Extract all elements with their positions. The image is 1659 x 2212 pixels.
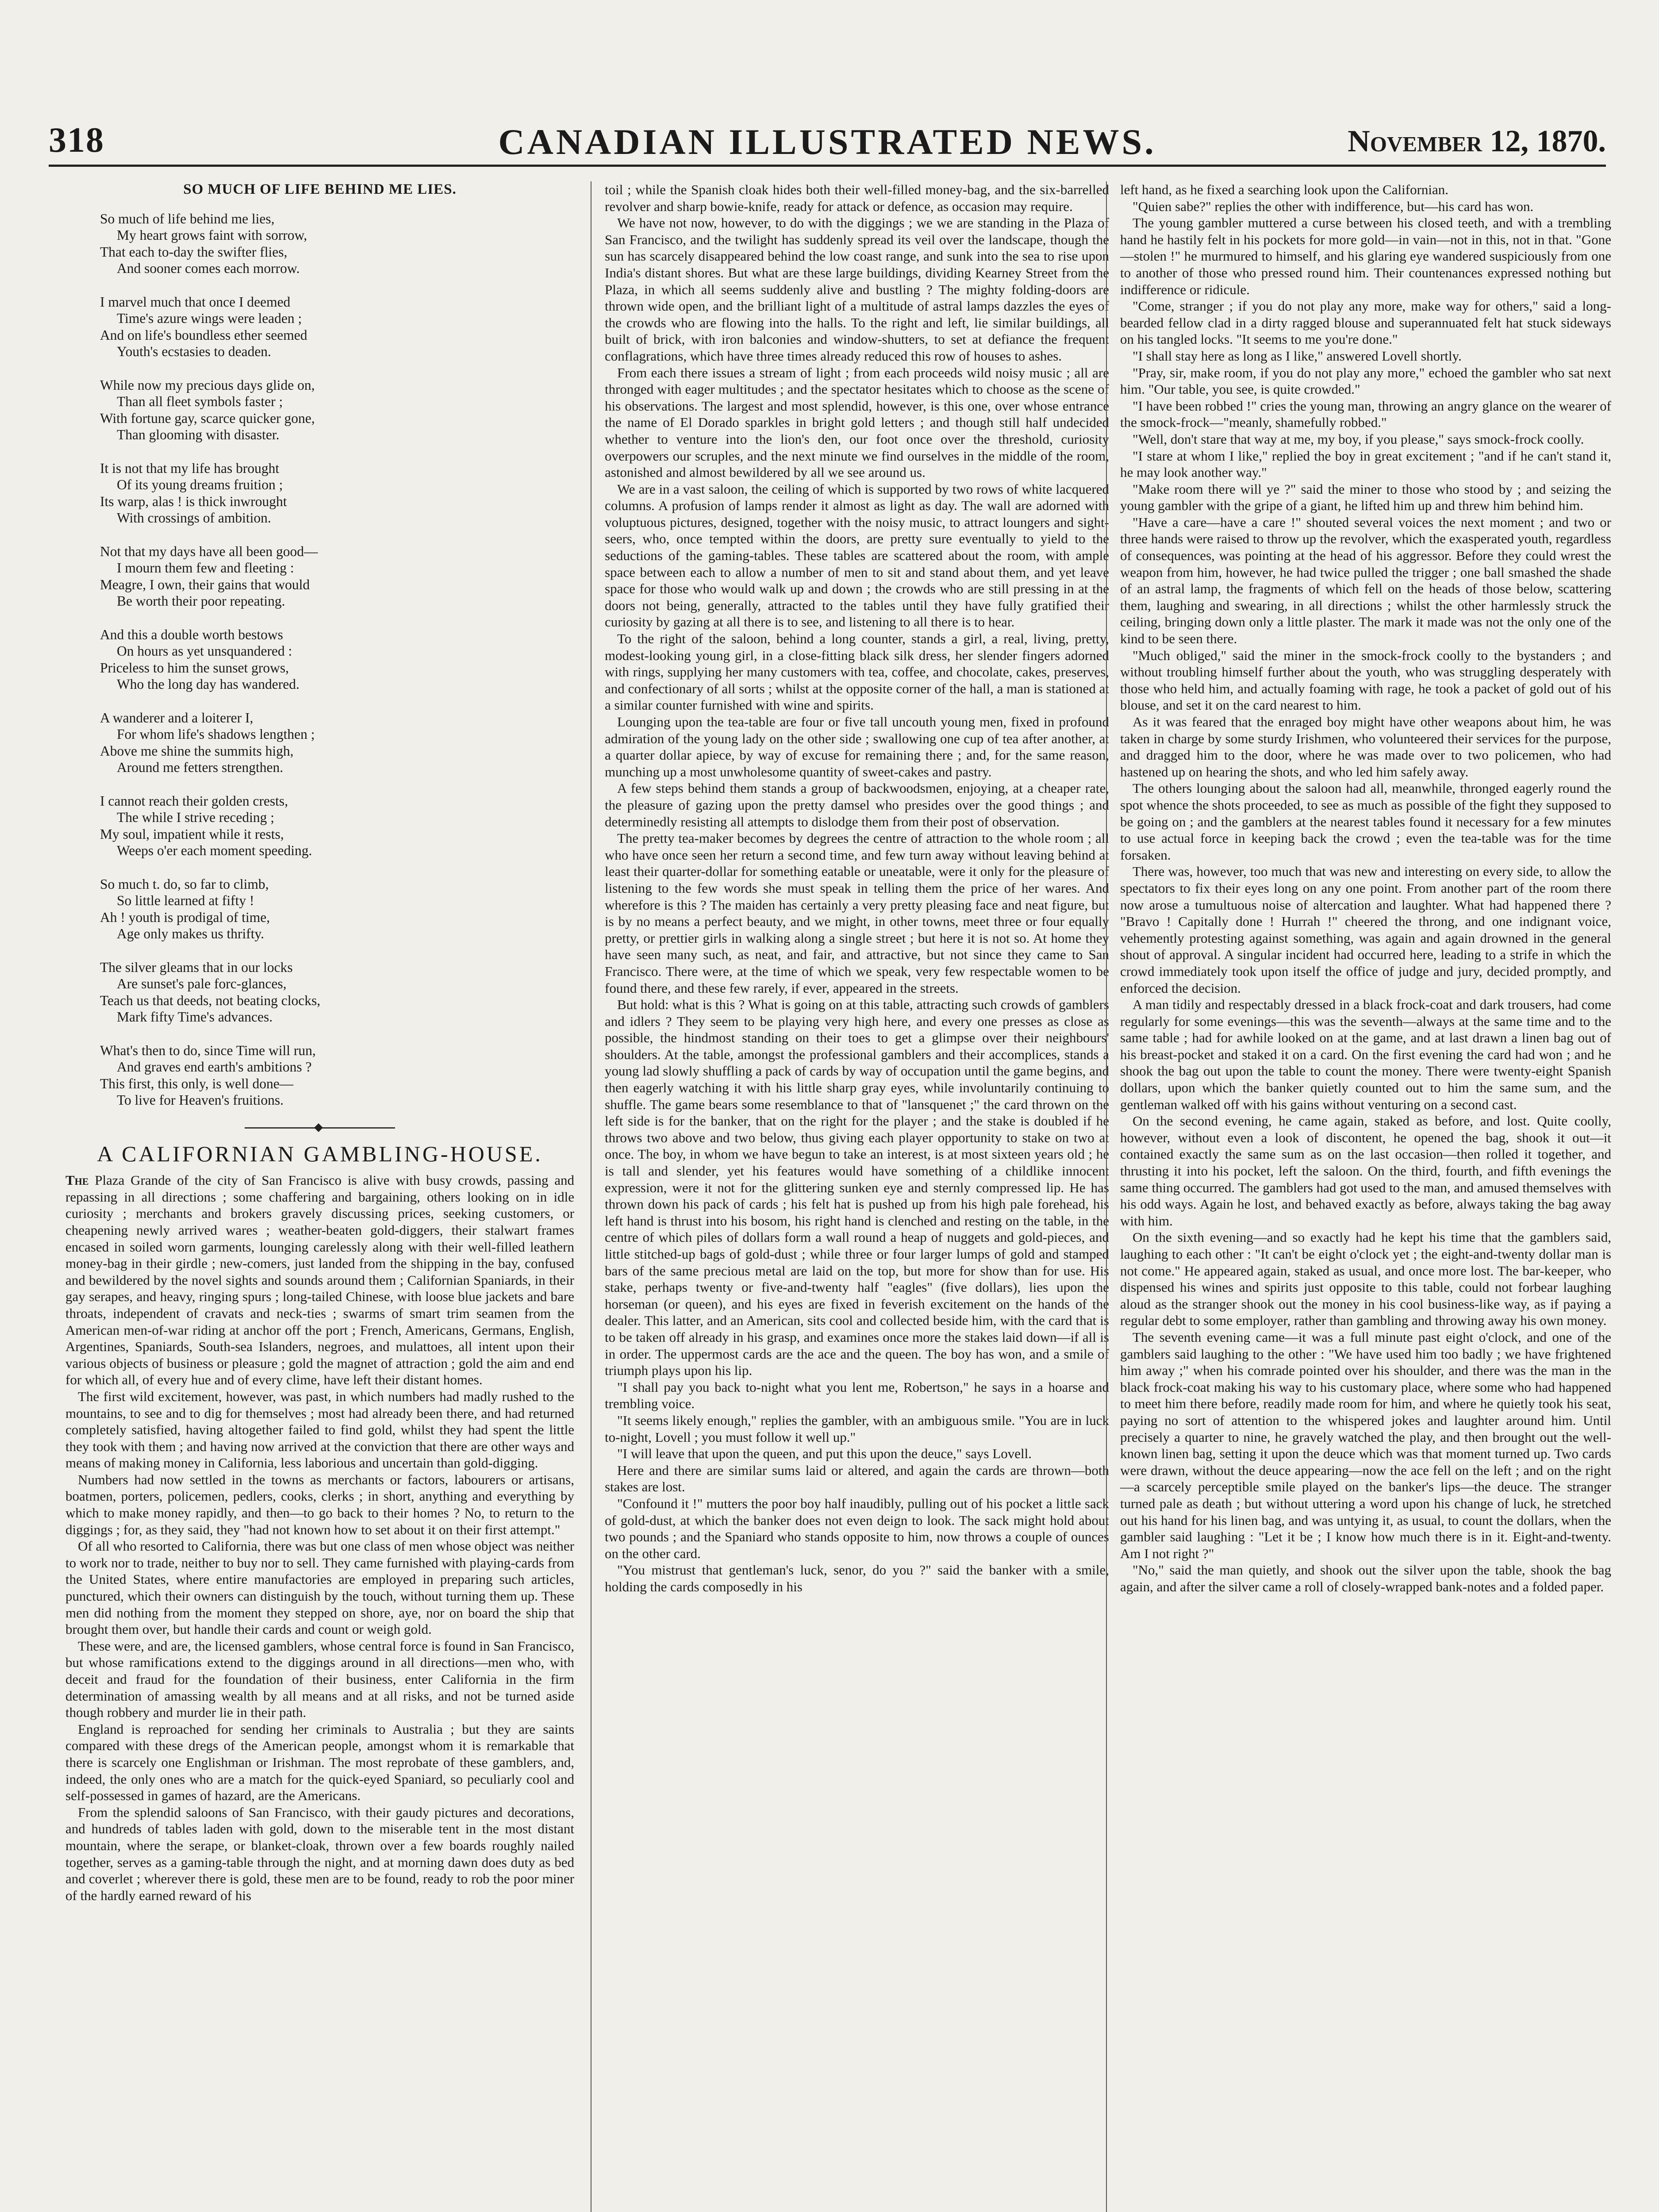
poem-line: While now my precious days glide on, — [100, 377, 315, 393]
article-paragraph: "Make room there will ye ?" said the miner to those who stood by ; and seizing the young gambler with the gripe of a giant, he lifted him up and threw him behind him. — [1120, 481, 1611, 514]
article-paragraph: toil ; while the Spanish cloak hides both their well-filled money-bag, and the six-barrelled revolver and sharp bowie-knife, ready for attack or defence, as occasion may require. — [605, 182, 1109, 214]
article-title: A CALIFORNIAN GAMBLING-HOUSE. — [97, 1141, 543, 1166]
poem-stanza — [100, 211, 574, 277]
article-paragraph: "Have a care—have a care !" shouted several voices the next moment ; and two or three hands were raised to throw up the revolver, which the exasperated youth, regardless of consequences, was pointing at the head of his aggressor. Before they could wrest the weapon from him, however, he had twice pulled the trigger ; one ball smashed the shade of an astral lamp, the fragments of which fell on the heads of those below, scattering them, laughing and swearing, in all directions ; whilst the other harmlessly struck the ceiling, bringing down only a little plaster. The mark it made was not the only one of the kind to be seen there. — [1120, 514, 1611, 647]
poem-line: I marvel much that once I deemed — [100, 294, 291, 310]
poem-line: Time's azure wings were leaden ; — [117, 311, 302, 326]
poem-line: Meagre, I own, their gains that would — [100, 576, 310, 592]
poem-line: Priceless to him the sunset grows, — [100, 660, 289, 676]
column-1 — [65, 181, 574, 2212]
poem-line: It is not that my life has brought — [100, 460, 280, 476]
article-paragraph: Lounging upon the tea-table are four or five tall uncouth young men, fixed in profound admiration of the young lady on the other side ; swallowing one cup of tea after another, at a quarter dollar apiece, by way of excuse for remaining there ; and, for the same reason, munching up a most unwholesome quantity of sweet-cakes and pastry. — [605, 714, 1109, 780]
paragraph-text: Plaza Grande of the city of San Francisco is alive with busy crowds, passing and repassing in all directions ; some chaffering and bargaining, others looking on in idle curiosity ; merchants and brokers gravely discussing prices, seeking customers, or cheapening newly arrived wares ; weather-beaten gold-diggers, their stalwart frames encased in soiled worn garments, lounging carelessly along with their well-filled leathern money-bag in their girdle ; new-comers, just landed from the shipping in the bay, confused and bewildered by the novel sights and sounds around them ; Californian Spaniards, in their gay serapes, and heavy, ringing spurs ; long-tailed Chinese, with loose blue jackets and bare throats, independent of cravats and neck-ties ; swarms of smart trim seamen from the American men-of-war riding at anchor off the port ; French, Americans, Germans, English, Argentines, Spaniards, South-sea Islanders, negroes, and mulattoes, all intent upon their various objects of business or pleasure ; gold the magnet of attraction ; gold the aim and end for which all, of every hue and of every clime, have left their distant homes. — [65, 1172, 574, 1388]
poem-line: My soul, impatient while it rests, — [100, 826, 284, 842]
poem-line: Than glooming with disaster. — [117, 427, 280, 443]
article-paragraph: From each there issues a stream of light ; from each proceeds wild noisy music ; all are thronged with eager multitudes ; and the spectator hesitates which to choose as the scene of his observations. The largest and most splendid, however, is this one, over whose entrance the name of El Dorado sparkles in bright gold letters ; and though still half undecided whether to venture into the lion's den, our foot once over the threshold, curiosity overpowers our scruples, and the next minute we find ourselves in the middle of the room, astonished and almost bewildered by all we see around us. — [605, 365, 1109, 480]
article-paragraph: Here and there are similar sums laid or altered, and again the cards are thrown—both stakes are lost. — [605, 1462, 1109, 1495]
lead-word: The — [65, 1172, 95, 1188]
article-paragraph: "I will leave that upon the queen, and put this upon the deuce," says Lovell. — [617, 1446, 1032, 1462]
page-header — [49, 116, 1606, 167]
poem-line: This first, this only, is well done— — [100, 1075, 294, 1091]
poem-stanza — [100, 959, 574, 1025]
poem-line: Youth's ecstasies to deaden. — [117, 344, 271, 360]
poem-line: Age only makes us thrifty. — [117, 926, 265, 942]
poem-line: For whom life's shadows lengthen ; — [117, 726, 315, 742]
poem-line: So much t. do, so far to climb, — [100, 876, 269, 892]
article-paragraph: left hand, as he fixed a searching look upon the Californian. — [1120, 182, 1449, 197]
poem-line: That each to-day the swifter flies, — [100, 244, 288, 260]
poem-line: My heart grows faint with sorrow, — [117, 227, 307, 243]
article-paragraph: The first wild excitement, however, was past, in which numbers had madly rushed to the mountains, to see and to dig for themselves ; most had already been there, and had returned completely satisfied, having altogether failed to find gold, whilst they had spent the little they took with them ; and having now arrived at the conviction that there are other ways and means of making money in California, less laborious and uncertain than gold-digging. — [65, 1388, 574, 1471]
poem-line: Around me fetters strengthen. — [117, 760, 284, 776]
page-number: 318 — [49, 121, 104, 160]
article-paragraph: On the sixth evening—and so exactly had he kept his time that the gamblers said, laughing to each other : "It can't be eight o'clock yet ; the eight-and-twenty dollar man is not come." He appeared again, staked as usual, and once more lost. The bar-keeper, who dispensed his wines and spirits just opposite to this table, could not forbear laughing aloud as the stranger shook out the money in his cool business-like way, as if paying a regular debt to some employer, rather than gambling and throwing away his own money. — [1120, 1229, 1611, 1329]
masthead-title: CANADIAN ILLUSTRATED NEWS. — [498, 122, 1156, 162]
poem-stanza — [100, 377, 574, 443]
poem-line: On hours as yet unsquandered : — [117, 643, 292, 659]
article-paragraph: A man tidily and respectably dressed in a black frock-coat and dark trousers, had come regularly for some evenings—this was the seventh—always at the same time and to the same table ; had for awhile looked on at the game, and at last drawn a linen bag out of his breast-pocket and staked it on a card. On the first evening the card had won ; and he shook the bag out upon the table to count the money. There were twenty-eight Spanish dollars, upon which the banker quietly counted out to him the same sum, and the gentleman walked off with his gains without venturing on a second cast. — [1120, 997, 1611, 1112]
article-paragraph: On the second evening, he came again, staked as before, and lost. Quite coolly, however, without even a look of discontent, he opened the bag, shook it out—it contained exactly the same sum as on the last occasion—then rolled it together, and thrusting it into his pocket, left the saloon. On the third, fourth, and fifth evenings the same thing occurred. The gamblers had got used to the man, and amused themselves with his odd ways. Again he lost, and behaved exactly as before, always taking the bag away with him. — [1120, 1113, 1611, 1229]
article-paragraph: The others lounging about the saloon had all, meanwhile, thronged eagerly round the spot whence the shots proceeded, to see as much as possible of the fight they supposed to be going on ; and the gamblers at the nearest tables found it necessary for a few minutes to use actual force in keeping back the crowd ; even the tea-table was for the time forsaken. — [1120, 780, 1611, 863]
poem-line: So much of life behind me lies, — [100, 211, 275, 227]
article-paragraph: "Quien sabe?" replies the other with indifference, but—his card has won. — [1133, 198, 1534, 214]
poem-line: Its warp, alas ! is thick inwrought — [100, 493, 287, 509]
poem-line: The silver gleams that in our locks — [100, 959, 293, 975]
poem-stanza — [100, 793, 574, 859]
poem-stanza — [100, 543, 574, 610]
poem-line: And on life's boundless ether seemed — [100, 327, 307, 343]
article-paragraph: "I shall stay here as long as I like," answered Lovell shortly. — [1133, 348, 1462, 364]
article-paragraph: "Much obliged," said the miner in the smock-frock coolly to the bystanders ; and without troubling himself further about the youth, who was struggling desperately with those who held him, and actually foaming with rage, he took a packet of gold out of his blouse, and set it on the card nearest to him. — [1120, 647, 1611, 713]
poem-stanza — [100, 1042, 574, 1109]
poem-stanza — [100, 626, 574, 693]
poem-line: So little learned at fifty ! — [117, 893, 254, 909]
poem-line: And this a double worth bestows — [100, 626, 283, 642]
article-paragraph: "Confound it !" mutters the poor boy half inaudibly, pulling out of his pocket a little sack of gold-dust, at which the banker does not even deign to look. The sack might hold about two pounds ; and the Spaniard who stands opposite to him, now throws a couple of ounces on the other card. — [605, 1495, 1109, 1561]
column-2 — [591, 181, 1109, 2212]
poem-line: Not that my days have all been good— — [100, 543, 318, 559]
poem-line: Above me shine the summits high, — [100, 743, 294, 759]
poem-line: I mourn them few and fleeting : — [117, 560, 294, 576]
divider-ornament — [314, 1123, 323, 1132]
article-paragraph: Numbers had now settled in the towns as merchants or factors, labourers or artisans, boatmen, porters, policemen, pedlers, cooks, clerks ; in short, anything and everything by which to make money rapidly, and then—to go back to their homes ? No, to return to the diggings ; for, as they said, they "had not known how to set about it on their first attempt." — [65, 1471, 574, 1537]
poem-line: With crossings of ambition. — [117, 510, 271, 526]
poem-line: Than all fleet symbols faster ; — [117, 394, 283, 410]
section-divider — [245, 1125, 395, 1130]
article-paragraph: The pretty tea-maker becomes by degrees the centre of attraction to the whole room ; all who have once seen her return a second time, and few turn away without leaving behind at least their quarter-dollar for something eatable or uneatable, were it only for the pleasure of listening to the few words she must speak in telling them the price of her wares. And wherefore is this ? The maiden has certainly a very pretty pleasing face and neat figure, but is by no means a perfect beauty, and we might, in other towns, meet three or four equally pretty, or prettier girls in walking along a single street ; but here it is not so. At home they have seen many such, as neat, and fair, and attractive, but not since they came to San Francisco. There were, at the time of which we speak, very few respectable women to be found there, and these few rarely, if ever, appeared in the streets. — [605, 830, 1109, 996]
poem-line: Teach us that deeds, not beating clocks, — [100, 992, 321, 1008]
article-paragraph: "I stare at whom I like," replied the boy in great excitement ; "and if he can't stand it, he may look another way." — [1120, 448, 1611, 480]
poem-stanza — [100, 460, 574, 526]
article-paragraph: There was, however, too much that was new and interesting on every side, to allow the spectators to fix their eyes long on any one point. From another part of the room there now arose a tumultuous noise of altercation and laughter. What had happened there ? "Bravo ! Capitally done ! Hurrah !" cheered the throng, and one indignant voice, vehemently protesting against something, was again and again drowned in the general shout of approval. A singular incident had occurred here, leading to a strife in which the crowd immediately took upon itself the office of judge and jury, decided promptly, and enforced the decision. — [1120, 864, 1611, 996]
poem-line: I cannot reach their golden crests, — [100, 793, 288, 809]
article-paragraph: "You mistrust that gentleman's luck, senor, do you ?" said the banker with a smile, holding the cards composedly in his — [605, 1562, 1109, 1594]
article-paragraph: "No," said the man quietly, and shook out the silver upon the table, shook the bag again, and after the silver came a roll of closely-wrapped bank-notes and a folded paper. — [1120, 1562, 1611, 1594]
poem-line: What's then to do, since Time will run, — [100, 1042, 316, 1058]
article-paragraph: "Come, stranger ; if you do not play any more, make way for others," said a long-bearded fellow clad in a dirty ragged blouse and superannuated felt hat stuck sideways on his tangled locks. "It seems to me you're done." — [1120, 298, 1611, 347]
article-paragraph: The seventh evening came—it was a full minute past eight o'clock, and one of the gamblers said laughing to the other : "We have used him too badly ; we have frightened him away ;" when his comrade pointed over his shoulder, and there was the man in the black frock-coat making his way to his customary place, where some who had happened to meet him there before, readily made room for him, and where he quietly took his seat, paying no sort of attention to the whispered jokes and laughter around him. Until precisely a quarter to nine, he gravely watched the play, and then brought out the well-known linen bag, setting it upon the deuce which was that moment turned up. Two cards were drawn, without the deuce appearing—now the ace fell on the left ; and on the right—a scarcely perceptible smile played on the banker's lips—the deuce. The stranger turned pale as death ; but without uttering a word upon his change of luck, he stretched out his hand for his linen bag, and was untying it, as usual, to count the dollars, when the gambler said laughing : "Let it be ; I know how much there is in it. Eight-and-twenty. Am I not right ?" — [1120, 1329, 1611, 1561]
poem-line: Are sunset's pale forc-glances, — [117, 976, 287, 992]
poem-line: Who the long day has wandered. — [117, 676, 300, 692]
article-text-column-1 — [65, 1172, 574, 1904]
article-paragraph: But hold: what is this ? What is going on at this table, attracting such crowds of gamblers and idlers ? They seem to be playing very high here, and every one presses as close as possible, the hindmost standing on their toes to get a glimpse over their neighbours' shoulders. At the table, amongst the professional gamblers and their accomplices, stands a young lad slowly shuffling a pack of cards by way of occupation until the game begins, and then eagerly watching it with his little sharp gray eyes, while involuntarily continuing to shuffle. The game bears some resemblance to that of "lansquenet ;" the card thrown on the left side is for the banker, that on the right for the player ; and the stake is doubled if he throws two above and two below, thus giving each player opportunity to stake on two at once. The boy, in whom we have begun to take an interest, is at most sixteen years old ; he is tall and slender, yet his features would have something of a childlike innocent expression, were it not for the glittering sunken eye and sternly compressed lip. He has thrown down his pack of cards ; his felt hat is pushed up from his high pale forehead, his left hand is thrust into his bosom, his right hand is clenched and resting on the table, in the centre of which piles of dollars form a wall round a heap of nuggets and gold-pieces, and little stitched-up bags of gold-dust ; while three or four larger lumps of gold and stamped bars of the same precious metal are laid on the top, but more for show than for use. His stake, perhaps twenty or five-and-twenty half "eagles" (five dollars), lies upon the horseman (or queen), and his eyes are fixed in feverish excitement on the hands of the dealer. This latter, and an American, sits cool and collected beside him, with the card that is to be taken off already in his grasp, and examines once more the stakes laid down—if all is in order. The uppermost cards are the ace and the queen. The boy has won, and a smile of triumph plays upon his lip. — [605, 997, 1109, 1379]
article-paragraph: England is reproached for sending her criminals to Australia ; but they are saints compared with these dregs of the American people, amongst whom it is remarkable that there is scarcely one Englishman or Irishman. The most reprobate of these gamblers, and, indeed, the only ones who are a match for the quick-eyed Spaniard, so peculiarly cool and self-possessed in games of hazard, are the Americans. — [65, 1721, 574, 1804]
poem-stanza — [100, 876, 574, 942]
poem-line: Of its young dreams fruition ; — [117, 477, 283, 493]
article-paragraph: "I shall pay you back to-night what you lent me, Robertson," he says in a hoarse and trembling voice. — [605, 1379, 1109, 1412]
article-paragraph: Of all who resorted to California, there was but one class of men whose object was neither to work nor to trade, neither to buy nor to sell. They came furnished with playing-cards from the United States, where entire manufactories are employed in preparing such articles, punctured, which their owners can distinguish by the touch, without turning them up. These men did nothing from the moment they stepped on shore, aye, nor on board the ship that brought them over, but handle their cards and count or weigh gold. — [65, 1538, 574, 1637]
poem-title: SO MUCH OF LIFE BEHIND ME LIES. — [183, 181, 457, 197]
poem-line: With fortune gay, scarce quicker gone, — [100, 410, 315, 426]
article-paragraph: These were, and are, the licensed gamblers, whose central force is found in San Francisco, but whose ramifications extend to the diggings around in all directions—men who, with deceit and fraud for the foundation of their business, enter California in the firm determination of amassing wealth by all means and at all risks, and not be turned aside though robbery and murder lie in their path. — [65, 1638, 574, 1720]
poem-line: To live for Heaven's fruitions. — [117, 1092, 284, 1108]
poem-line: And sooner comes each morrow. — [117, 261, 300, 276]
poem-line: A wanderer and a loiterer I, — [100, 710, 253, 726]
poem-stanza — [100, 294, 574, 360]
article-paragraph — [65, 1172, 574, 1388]
article-paragraph: A few steps behind them stands a group of backwoodsmen, enjoying, at a cheaper rate, the pleasure of gazing upon the pretty damsel who presides over the good things ; and determinedly resisting all attempts to dislodge them from their post of observation. — [605, 780, 1109, 830]
article-paragraph: "Pray, sir, make room, if you do not play any more," echoed the gambler who sat next him. "Our table, you see, is quite crowded." — [1120, 365, 1611, 397]
poem-line: Weeps o'er each moment speeding. — [117, 843, 312, 859]
article-paragraph: To the right of the saloon, behind a long counter, stands a girl, a real, living, pretty, modest-looking young girl, in a close-fitting black silk dress, her slender fingers adorned with rings, supplying her many customers with tea, coffee, and chocolate, cakes, preserves, and confectionary of all sorts ; whilst at the opposite corner of the hall, a man is stationed at a similar counter furnished with wine and spirits. — [605, 631, 1109, 713]
poem-line: Be worth their poor repeating. — [117, 593, 285, 609]
poem-line: Mark fifty Time's advances. — [117, 1009, 273, 1025]
article-paragraph: From the splendid saloons of San Francisco, with their gaudy pictures and decorations, and hundreds of tables laden with gold, down to the miserable tent in the most distant mountain, where the serape, or blanket-cloak, thrown over a few boards roughly nailed together, serves as a gaming-table through the night, and at morning dawn does duty as bed and coverlet ; wherever there is gold, these men are to be found, ready to rob the poor miner of the hardly earned reward of his — [65, 1804, 574, 1903]
column-3 — [1106, 181, 1611, 2212]
article-paragraph: We are in a vast saloon, the ceiling of which is supported by two rows of white lacquered columns. A profusion of lamps render it almost as light as day. The wall are adorned with voluptuous pictures, designed, together with the noisy music, to attract loungers and sight-seers, who, once tempted within the doors, are pretty sure eventually to yield to the seductions of the gaming-tables. These tables are scattered about the room, with ample space between each to allow a number of men to sit and stand about them, and yet leave space for those who would walk up and down ; the crowds who are still pressing in at the doors not being, generally, attracted to the tables until they have fully gratified their curiosity by gazing at all there is to see, and listening to all there is to hear. — [605, 481, 1109, 630]
article-paragraph: We have not now, however, to do with the diggings ; we we are standing in the Plaza of San Francisco, and the twilight has suddenly spread its veil over the landscape, though the sun has scarcely disappeared behind the low coast range, and sunk into the sea to rise upon India's distant shores. But what are these large buildings, dividing Kearney Street from the Plaza, in which all seems suddenly alive and bustling ? The mighty folding-doors are thrown wide open, and the brilliant light of a multitude of astral lamps dazzles the eyes of the crowds who are flowing into the halls. To the right and left, lie similar buildings, all built of brick, with iron balconies and window-shutters, to set at defiance the frequent conflagrations, which have three times already reduced this row of houses to ashes. — [605, 215, 1109, 364]
article-paragraph: The young gambler muttered a curse between his closed teeth, and with a trembling hand he hastily felt in his pockets for more gold—in vain—not in this, not in that. "Gone—stolen !" he murmured to himself, and his glaring eye wandered suspiciously from one to another of those who pressed round him. Their countenances expressed nothing but indifference or ridicule. — [1120, 215, 1611, 297]
article-paragraph: "It seems likely enough," replies the gambler, with an ambiguous smile. "You are in luck to-night, Lovell ; you must follow it well up." — [605, 1412, 1109, 1445]
poem-line: The while I strive receding ; — [117, 810, 274, 826]
poem-line: And graves end earth's ambitions ? — [117, 1059, 312, 1075]
article-paragraph: As it was feared that the enraged boy might have other weapons about him, he was taken in charge by some sturdy Irishmen, who volunteered their services for the purpose, and dragged him to the door, where he was made over to two policemen, who had hastened up on hearing the shots, and who led him safely away. — [1120, 714, 1611, 780]
issue-date: November 12, 1870. — [1348, 124, 1606, 158]
poem-body — [65, 211, 574, 1109]
article-paragraph: "Well, don't stare that way at me, my boy, if you please," says smock-frock coolly. — [1133, 431, 1584, 447]
poem-stanza — [100, 710, 574, 776]
poem-line: Ah ! youth is prodigal of time, — [100, 909, 270, 925]
article-paragraph: "I have been robbed !" cries the young man, throwing an angry glance on the wearer of the smock-frock—"meanly, shamefully robbed." — [1120, 398, 1611, 430]
